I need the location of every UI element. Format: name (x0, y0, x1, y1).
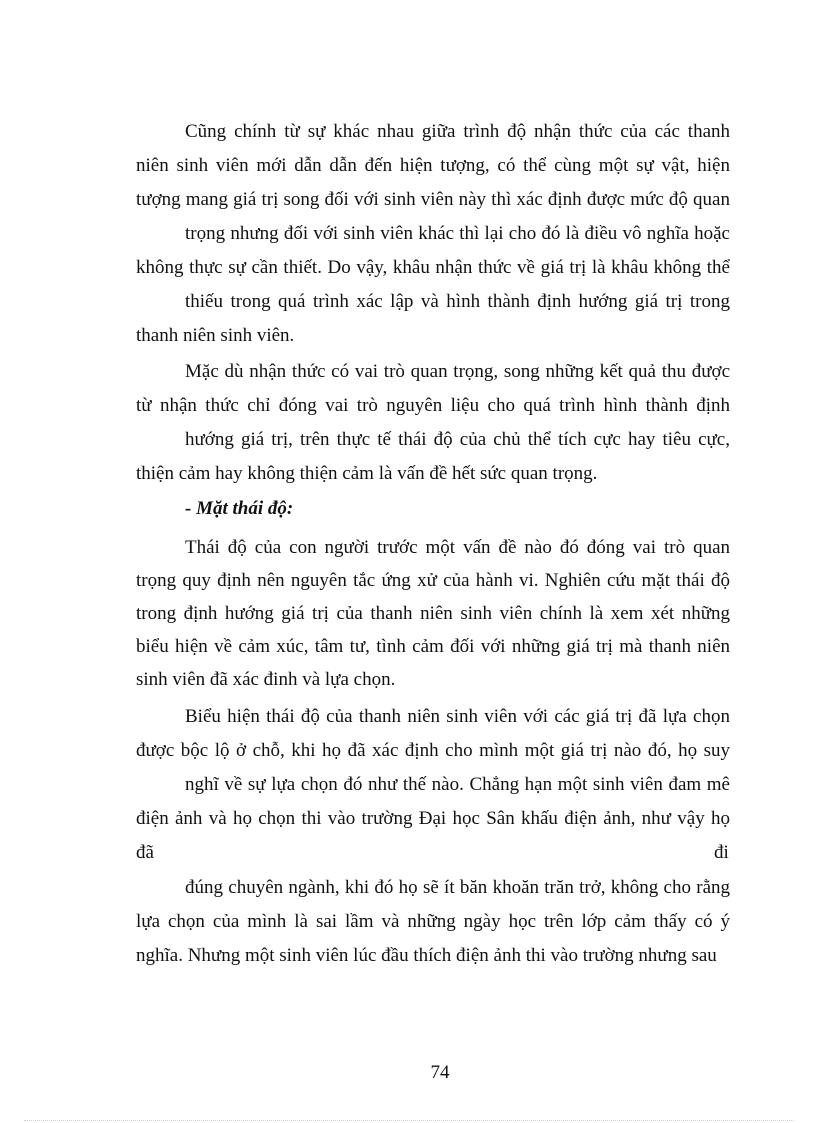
text-line: thiếu trong quá trình xác lập và hình thành định hướng giá trị trong (185, 291, 730, 312)
text-line: Mặc dù nhận thức có vai trò quan trọng, song những kết quả thu được (185, 361, 730, 382)
text-line: nghĩa. Nhưng một sinh viên lúc đầu thích điện ảnh thi vào trường nhưng sau (136, 945, 717, 966)
text-line: từ nhận thức chỉ đóng vai trò nguyên liệu cho quá trình hình thành định (136, 395, 730, 416)
text-line: Thái độ của con người trước một vấn đề nào đó đóng vai trò quan (185, 537, 730, 558)
footer-divider (24, 1120, 794, 1121)
text-line: Biểu hiện thái độ của thanh niên sinh viên với các giá trị đã lựa chọn (185, 706, 730, 727)
text-line: trọng quy định nên nguyên tắc ứng xử của hành vi. Nghiên cứu mặt thái độ (136, 570, 730, 591)
text-line: niên sinh viên mới dẫn dẫn đến hiện tượng, có thể cùng một sự vật, hiện (136, 155, 730, 176)
text-line: đi (714, 842, 729, 863)
text-line: đúng chuyên ngành, khi đó họ sẽ ít băn khoăn trăn trở, không cho rằng (185, 877, 730, 898)
text-line: không thực sự cần thiết. Do vậy, khâu nhận thức về giá trị là khâu không thể (136, 257, 730, 278)
text-line: điện ảnh và họ chọn thi vào trường Đại học Sân khấu điện ảnh, như vậy họ (136, 808, 730, 829)
text-line: lựa chọn của mình là sai lầm và những ngày học trên lớp cảm thấy có ý (136, 911, 730, 932)
section-heading: - Mặt thái độ: (185, 498, 294, 519)
text-line: thiện cảm hay không thiện cảm là vấn đề hết sức quan trọng. (136, 463, 598, 484)
text-line: biểu hiện về cảm xúc, tâm tư, tình cảm đối với những giá trị mà thanh niên (136, 636, 730, 657)
text-line: nghĩ về sự lựa chọn đó như thế nào. Chẳng hạn một sinh viên đam mê (185, 774, 730, 795)
page-number: 74 (430, 1062, 450, 1083)
text-line: thanh niên sinh viên. (136, 325, 295, 346)
text-line: được bộc lộ ở chỗ, khi họ đã xác định cho mình một giá trị nào đó, họ suy (136, 740, 730, 761)
text-line: Cũng chính từ sự khác nhau giữa trình độ nhận thức của các thanh (185, 121, 730, 142)
text-line: đã (136, 842, 154, 863)
text-line: trọng nhưng đối với sinh viên khác thì lại cho đó là điều vô nghĩa hoặc (185, 223, 730, 244)
text-line: tượng mang giá trị song đối với sinh viên này thì xác định được mức độ quan (136, 189, 730, 210)
text-line: hướng giá trị, trên thực tế thái độ của chủ thể tích cực hay tiêu cực, (185, 429, 730, 450)
text-line: sinh viên đã xác đinh và lựa chọn. (136, 669, 396, 690)
text-line: trong định hướng giá trị của thanh niên sinh viên chính là xem xét những (136, 603, 730, 624)
